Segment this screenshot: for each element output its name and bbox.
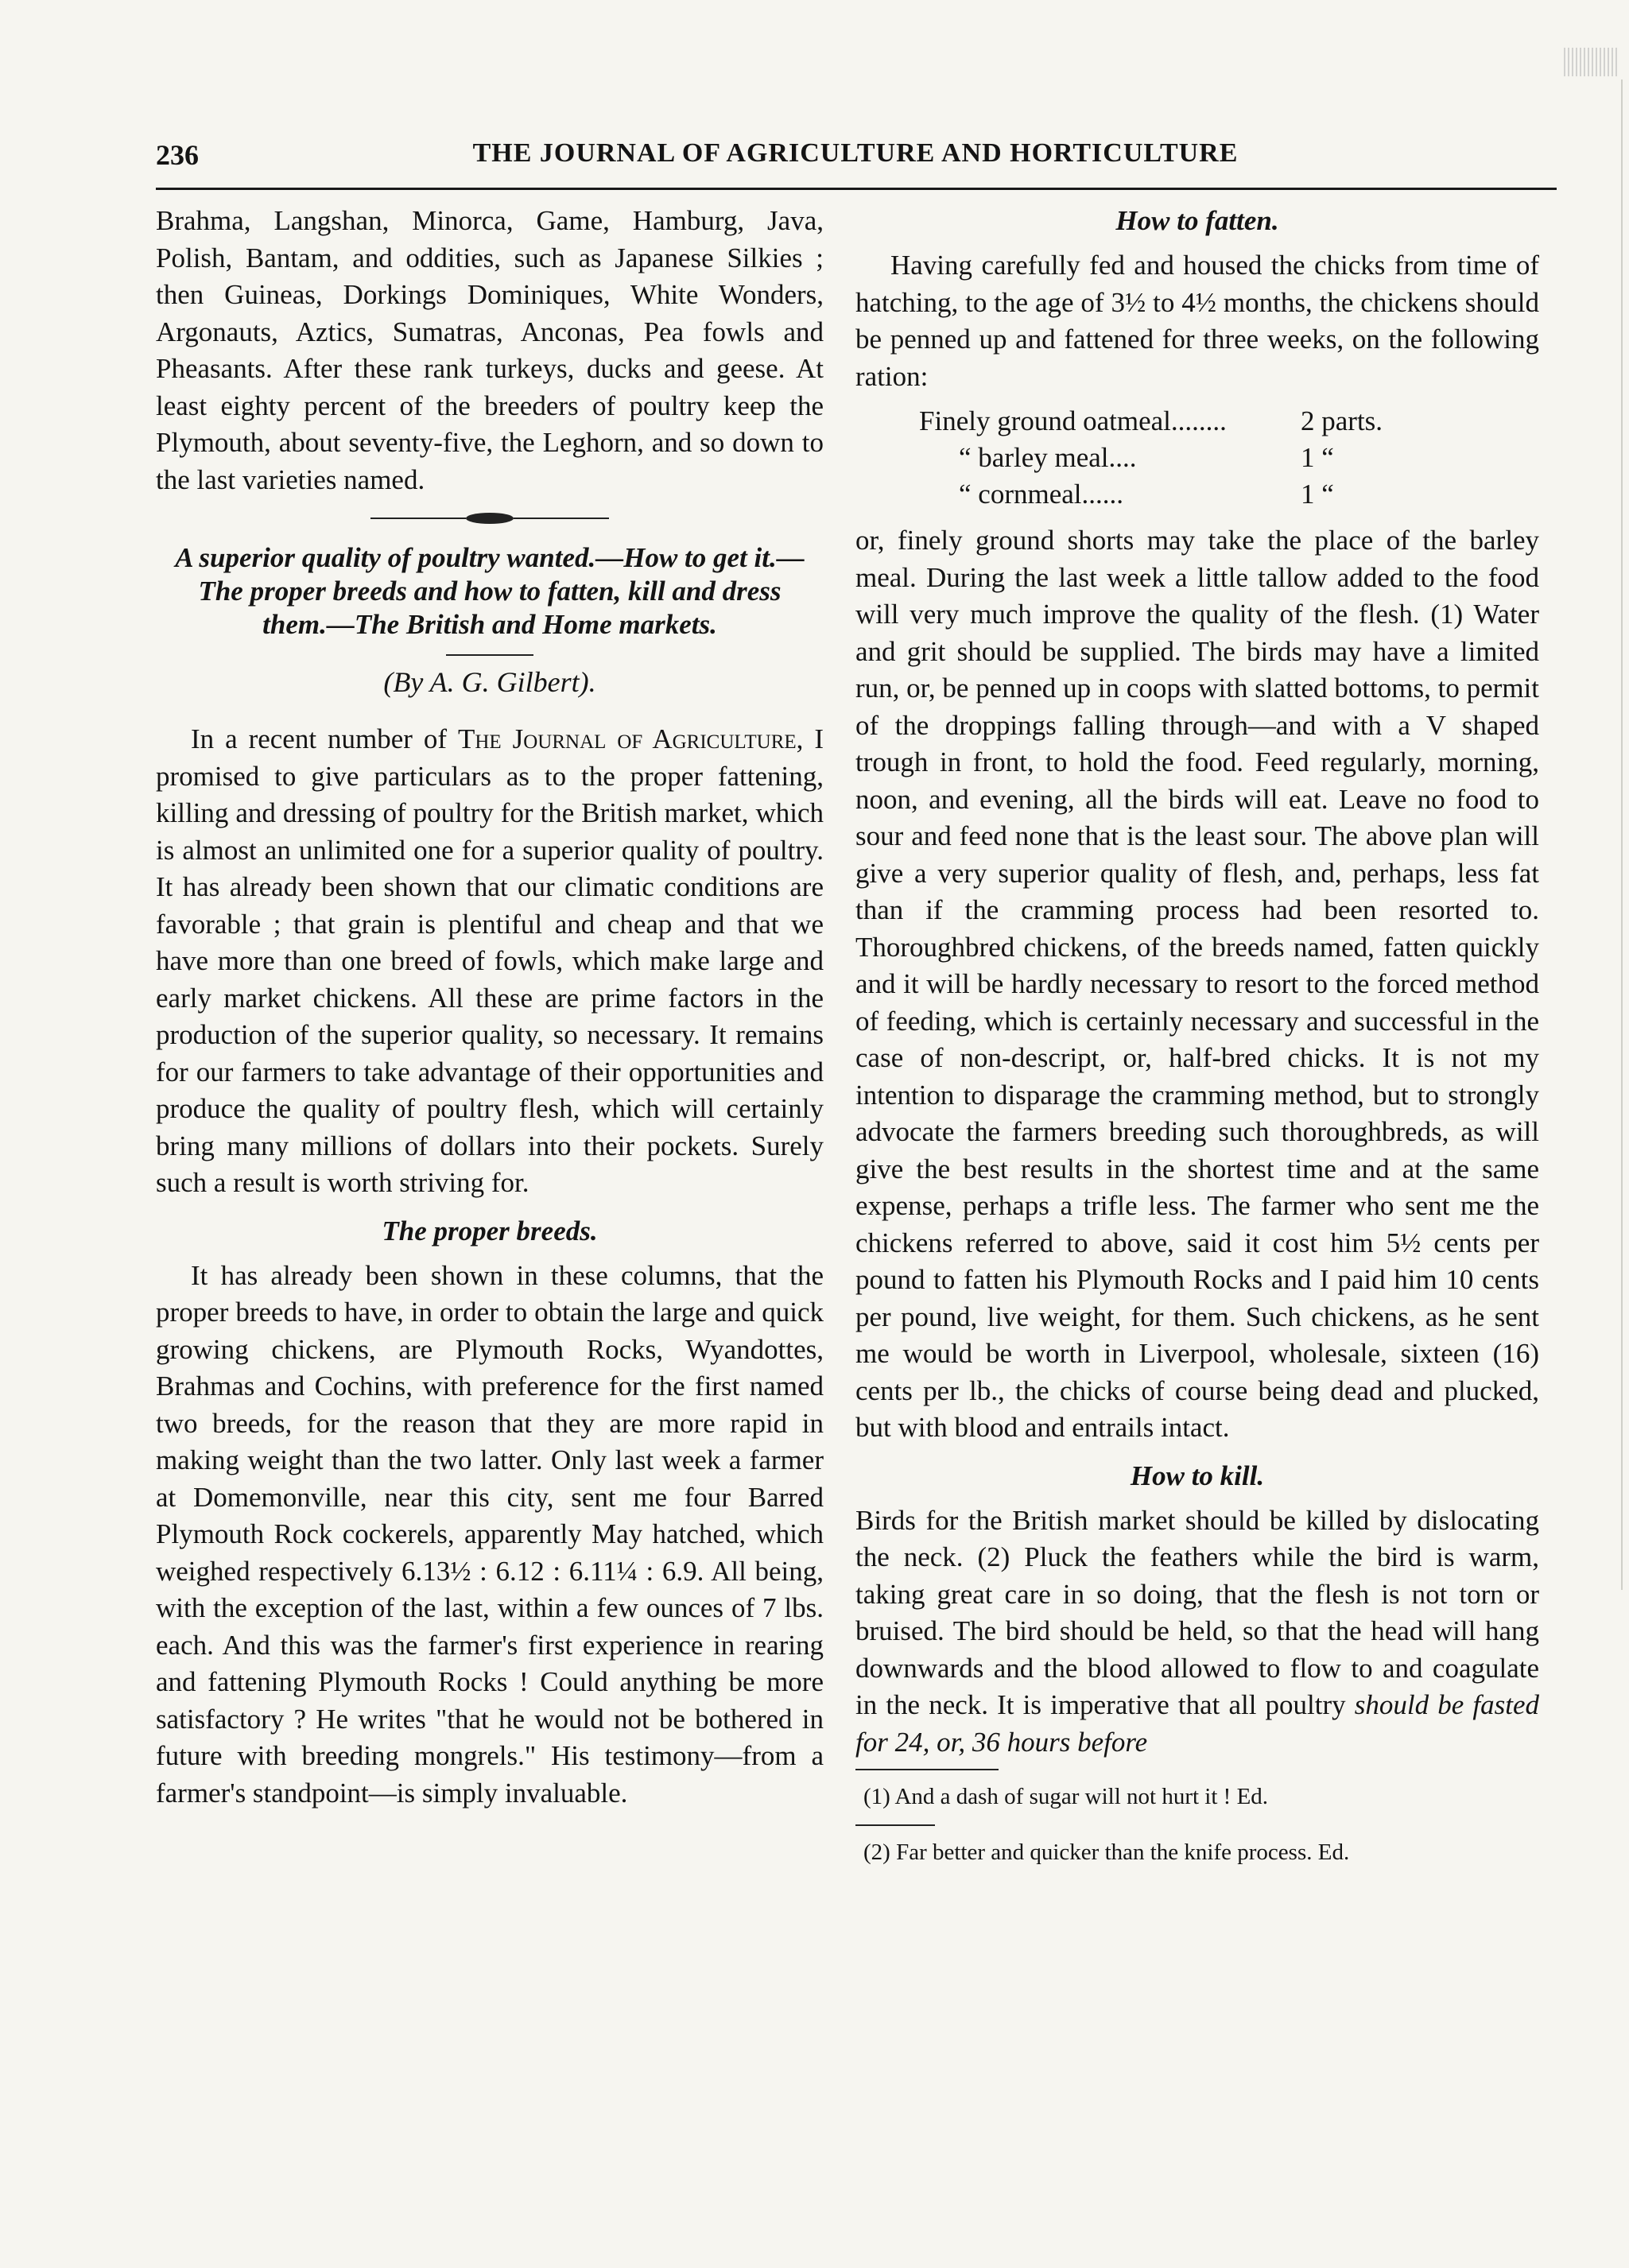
opening-paragraph [156, 721, 824, 1202]
article-title: A superior quality of poultry wanted.—How to get it.—The proper breeds and how to fatten, kill and dress them.—The British and Home markets. [175, 542, 805, 640]
page-edge-line [1621, 79, 1623, 1590]
heading-proper-breeds: The proper breeds. [382, 1215, 598, 1246]
footnote-1: (1) And a dash of sugar will not hurt it ! Ed. [863, 1784, 1269, 1809]
page-header [156, 132, 1555, 173]
scan-artifact [1564, 48, 1619, 76]
right-column [855, 203, 1539, 1880]
ration-row [855, 476, 1539, 513]
footnotes [855, 1769, 1539, 1869]
kill-text-emphasis: should be fasted for 24, or, 36 hours before [855, 1689, 1539, 1758]
breeds-paragraph: It has already been shown in these columns, that the proper breeds to have, in order to obtain the large and quick growing chickens, are Plymouth Rocks, Wyandottes, Brahmas and Cochins, with preference for the first named two breeds, for the reason that they are more rapid in making weight than the two latter. Only last week a farmer at Domemonville, near this city, sent me four Barred Plymouth Rock cockerels, apparently May hatched, which weighed respectively 6.13½ : 6.12 : 6.11¼ : 6.9. All being, with the exception of the last, within a few ounces of 7 lbs. each. And this was the farmer's first experience in rearing and fattening Plymouth Rocks ! Could anything be more satisfactory ? He writes "that he would not be bothered in future with breeding mongrels." His testimony—from a farmer's standpoint—is simply invaluable. [156, 1259, 824, 1809]
ration-item: Finely ground oatmeal........ [919, 405, 1227, 436]
ration-quantity: 1 “ [1301, 442, 1334, 473]
kill-paragraph [855, 1502, 1539, 1762]
section-divider [156, 506, 824, 530]
kill-text: Birds for the British market should be killed by dislocating the neck. (2) Pluck the feathers while the bird is warm, taking great care in so doing, that the flesh is not torn or bruised. The bird should be held, so that the head will hang downwards and the blood allowed to flow to and coagulate in the neck. It is imperative that all poultry [855, 1504, 1539, 1720]
title-rule [446, 654, 533, 656]
footnote-rule [855, 1769, 999, 1770]
ration-quantity: 1 “ [1301, 479, 1334, 510]
heading-how-to-kill: How to kill. [1130, 1460, 1265, 1491]
journal-name: The Journal of Agriculture [457, 723, 797, 754]
heading-how-to-fatten: How to fatten. [1115, 205, 1279, 236]
ration-item: “ cornmeal...... [959, 479, 1123, 510]
ration-row [855, 403, 1539, 440]
ration-followup-paragraph: or, finely ground shorts may take the place of the barley meal. During the last week a little tallow added to the food will very much improve the quality of the flesh. (1) Water and grit should be supplied. The birds may have a limited run, or, be penned up in coops with slatted bottoms, to permit of the droppings falling through—and with a V shaped trough in front, to hold the food. Feed regularly, morning, noon, and evening, all the birds will eat. Leave no food to sour and feed none that is the least sour. The above plan will give a very superior quality of flesh, and, perhaps, less fat than if the cramming process had been resorted to. Thoroughbred chickens, of the breeds named, fatten quickly and it will be hardly necessary to resort to the forced method of feeding, which is certainly necessary and successful in the case of non-descript, or, half-bred chicks. It is not my intention to disparage the cramming method, but to strongly advocate the farmers breeding such thoroughbreds, as will give the best results in the shortest time and at the same expense, perhaps a trifle less. The farmer who sent me the chickens referred to above, said it cost him 5½ cents per pound to fatten his Plymouth Rocks and I paid him 10 cents per pound, live weight, for them. Such chickens, as he sent me would be worth in Liverpool, wholesale, sixteen (16) cents per lb., the chicks of course being dead and plucked, but with blood and entrails intact. [855, 525, 1539, 1443]
opening-lead: In a recent number of [191, 723, 458, 754]
footnote-rule [855, 1824, 935, 1826]
ration-quantity: 2 parts. [1301, 405, 1383, 436]
footnote-2: (2) Far better and quicker than the knife process. Ed. [863, 1840, 1350, 1865]
opening-rest: , I promised to give particulars as to the proper fattening, killing and dressing of poultry for the British market, which is almost an unlimited one for a superior quality of poultry. It has already been shown that our climatic conditions are favorable ; that grain is plentiful and cheap and that we have more than one breed of fowls, which make large and early market chickens. All these are prime factors in the production of the superior quality, so necessary. It remains for our farmers to take advantage of their opportunities and produce the quality of poultry flesh, which will certainly bring many millions of dollars into their pockets. Surely such a result is worth striving for. [156, 723, 824, 1198]
intro-paragraph: Brahma, Langshan, Minorca, Game, Hamburg, Java, Polish, Bantam, and oddities, such as Japanese Silkies ; then Guineas, Dorkings Dominiques, White Wonders, Argonauts, Aztics, Sumatras, Anconas, Pea fowls and Pheasants. After these rank turkeys, ducks and geese. At least eighty percent of the breeders of poultry keep the Plymouth, about seventy-five, the Leghorn, and so down to the last varieties named. [156, 205, 824, 495]
ration-table [855, 403, 1539, 513]
fatten-paragraph: Having carefully fed and housed the chicks from time of hatching, to the age of 3½ to 4½ months, the chickens should be penned up and fattened for three weeks, on the following ration: [855, 250, 1539, 392]
header-rule [156, 188, 1557, 190]
running-title: THE JOURNAL OF AGRICULTURE AND HORTICULTURE [472, 138, 1239, 168]
divider-ornament-icon [370, 510, 609, 526]
byline: (By A. G. Gilbert). [383, 666, 596, 698]
left-column [156, 203, 824, 1812]
ration-row [855, 440, 1539, 476]
page-number: 236 [156, 139, 199, 171]
ration-item: “ barley meal.... [959, 442, 1137, 473]
